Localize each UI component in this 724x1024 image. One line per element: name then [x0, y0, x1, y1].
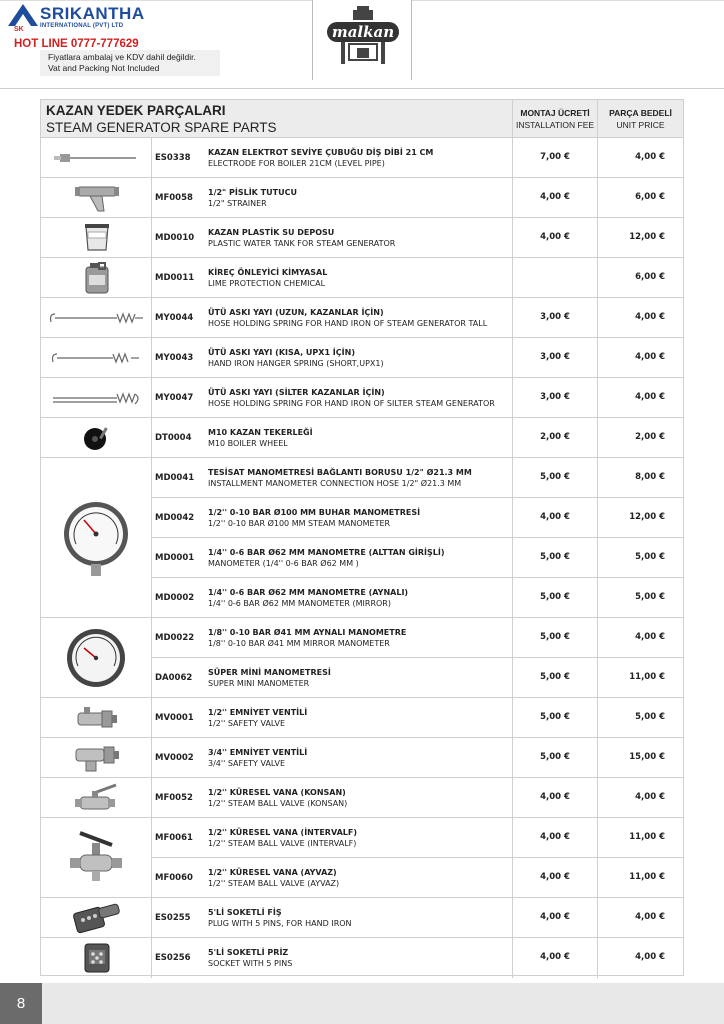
mirror-manometer-icon — [41, 619, 152, 697]
plug-5pin-icon — [41, 898, 152, 938]
steam-manometer-icon — [41, 459, 152, 617]
unit-price: 11,00 € — [597, 818, 683, 858]
installation-fee: 3,00 € — [512, 378, 597, 418]
product-description — [208, 747, 513, 769]
product-image-cell — [41, 778, 152, 818]
product-name-en: PLASTIC WATER TANK FOR STEAM GENERATOR — [208, 239, 396, 248]
product-name-en: ELECTRODE FOR BOILER 21CM (LEVEL PIPE) — [208, 159, 385, 168]
table-row — [41, 738, 683, 778]
column-header-unit-price — [597, 100, 683, 138]
installation-fee: 4,00 € — [512, 898, 597, 938]
spring-long-icon — [41, 298, 152, 338]
malkan-logo-box — [312, 0, 412, 80]
brand-subtitle: INTERNATIONAL (PVT) LTD — [40, 23, 124, 29]
svg-text:malkan: malkan — [331, 23, 395, 41]
product-description — [208, 507, 513, 529]
brand-mark-icon — [6, 2, 40, 32]
product-code: MD0041 — [155, 473, 195, 483]
product-code: MD0001 — [155, 553, 195, 563]
svg-text:SK: SK — [14, 26, 24, 32]
product-name-en: 3/4'' SAFETY VALVE — [208, 759, 286, 768]
column-header-fee-en: INSTALLATION FEE — [515, 120, 595, 130]
product-code: MV0002 — [155, 753, 194, 763]
table-header — [41, 100, 683, 138]
unit-price: 8,00 € — [597, 458, 683, 498]
product-code: ES0256 — [155, 953, 191, 963]
product-code: MF0060 — [155, 873, 193, 883]
product-name-tr: 5'Lİ SOKETLİ FİŞ — [208, 908, 282, 917]
column-header-price-en: UNIT PRICE — [616, 120, 665, 130]
product-image-cell — [41, 418, 152, 458]
product-description — [208, 227, 513, 249]
product-name-en: M10 BOILER WHEEL — [208, 439, 288, 448]
table-row — [41, 258, 683, 298]
product-name-en: 1/8'' 0-10 BAR Ø41 MM MIRROR MANOMETER — [208, 639, 390, 648]
installation-fee: 4,00 € — [512, 778, 597, 818]
product-name-tr: 5'Lİ SOKETLİ PRİZ — [208, 948, 289, 957]
table-row — [41, 218, 683, 258]
installation-fee: 3,00 € — [512, 298, 597, 338]
product-description — [208, 307, 513, 329]
header-divider — [0, 88, 724, 89]
product-name-tr: ÜTÜ ASKI YAYI (SİLTER KAZANLAR İÇİN) — [208, 388, 385, 397]
installation-fee: 4,00 € — [512, 938, 597, 978]
product-description — [208, 347, 513, 369]
product-image-cell — [41, 378, 152, 418]
table-row — [41, 898, 683, 938]
unit-price: 5,00 € — [597, 538, 683, 578]
brand-name: SRIKANTHA — [40, 4, 145, 23]
product-code: MV0001 — [155, 713, 194, 723]
product-description — [208, 907, 513, 929]
spare-parts-table — [40, 99, 684, 976]
installation-fee: 7,00 € — [512, 138, 597, 178]
product-name-en: SUPER MINI MANOMETER — [208, 679, 310, 688]
product-name-tr: 1/2'' KÜRESEL VANA (KONSAN) — [208, 788, 346, 797]
product-description — [208, 587, 513, 609]
table-row — [41, 178, 683, 218]
product-description — [208, 147, 513, 169]
wheel-icon — [41, 418, 152, 458]
product-name-tr: 1/2'' 0-10 BAR Ø100 MM BUHAR MANOMETRESİ — [208, 508, 421, 517]
product-name-en: 1/2'' SAFETY VALVE — [208, 719, 286, 728]
installation-fee — [512, 258, 597, 298]
product-image-cell — [41, 258, 152, 298]
product-name-en: HOSE HOLDING SPRING FOR HAND IRON OF SILTER STEAM GENERATOR — [208, 399, 495, 408]
unit-price: 15,00 € — [597, 738, 683, 778]
product-name-en: 1/2'' 0-10 BAR Ø100 MM STEAM MANOMETER — [208, 519, 391, 528]
product-name-en: HOSE HOLDING SPRING FOR HAND IRON OF STEAM GENERATOR TALL — [208, 319, 488, 328]
product-image-cell — [41, 898, 152, 938]
product-name-tr: KAZAN ELEKTROT SEVİYE ÇUBUĞU DİŞ DİBİ 21 CM — [208, 148, 434, 157]
product-name-tr: KİREÇ ÖNLEYİCİ KİMYASAL — [208, 268, 328, 277]
product-image-cell — [41, 698, 152, 738]
product-name-tr: TESİSAT MANOMETRESİ BAĞLANTI BORUSU 1/2" Ø21.3 MM — [208, 468, 472, 477]
installation-fee: 4,00 € — [512, 818, 597, 858]
page-header — [0, 0, 724, 95]
product-name-tr: SÜPER MİNİ MANOMETRESİ — [208, 668, 331, 677]
product-name-en: LIME PROTECTION CHEMICAL — [208, 279, 326, 288]
unit-price: 4,00 € — [597, 618, 683, 658]
product-name-tr: 1/2" PİSLİK TUTUCU — [208, 188, 297, 197]
product-code: DT0004 — [155, 433, 192, 443]
table-row — [41, 298, 683, 338]
safety-valve-large-icon — [41, 738, 152, 778]
product-image-cell — [41, 218, 152, 258]
product-name-tr: KAZAN PLASTİK SU DEPOSU — [208, 228, 335, 237]
product-name-tr: 1/8'' 0-10 BAR Ø41 MM AYNALI MANOMETRE — [208, 628, 407, 637]
product-description — [208, 627, 513, 649]
installation-fee: 4,00 € — [512, 858, 597, 898]
unit-price: 4,00 € — [597, 338, 683, 378]
installation-fee: 5,00 € — [512, 698, 597, 738]
unit-price: 12,00 € — [597, 498, 683, 538]
product-code: MD0011 — [155, 273, 195, 283]
installation-fee: 5,00 € — [512, 658, 597, 698]
installation-fee: 5,00 € — [512, 618, 597, 658]
product-description — [208, 787, 513, 809]
product-name-tr: 1/2'' KÜRESEL VANA (İNTERVALF) — [208, 828, 358, 837]
ball-valve-icon — [41, 778, 152, 818]
page-number: 8 — [0, 983, 42, 1024]
brand-logo — [6, 0, 145, 34]
hotline-text: HOT LINE 0777-777629 — [14, 38, 139, 50]
spring-silter-icon — [41, 378, 152, 418]
product-description — [208, 427, 513, 449]
product-description — [208, 667, 513, 689]
unit-price: 4,00 € — [597, 378, 683, 418]
product-description — [208, 707, 513, 729]
unit-price: 2,00 € — [597, 418, 683, 458]
product-name-tr: 1/4'' 0-6 BAR Ø62 MM MANOMETRE (ALTTAN GİRİŞLİ) — [208, 548, 445, 557]
product-name-tr: ÜTÜ ASKI YAYI (UZUN, KAZANLAR İÇİN) — [208, 308, 384, 317]
installation-fee: 4,00 € — [512, 498, 597, 538]
table-title-en: STEAM GENERATOR SPARE PARTS — [46, 120, 277, 135]
product-name-en: PLUG WITH 5 PINS, FOR HAND IRON — [208, 919, 352, 928]
unit-price: 4,00 € — [597, 138, 683, 178]
table-row — [41, 698, 683, 738]
price-note-tr: Fiyatlara ambalaj ve KDV dahil değildir. — [48, 52, 196, 62]
product-name-tr: 1/4'' 0-6 BAR Ø62 MM MANOMETRE (AYNALI) — [208, 588, 409, 597]
product-name-tr: 1/2'' KÜRESEL VANA (AYVAZ) — [208, 868, 337, 877]
column-header-installation-fee — [512, 100, 597, 138]
product-description — [208, 827, 513, 849]
product-code: MF0061 — [155, 833, 193, 843]
product-code: ES0255 — [155, 913, 191, 923]
product-description — [208, 947, 513, 969]
table-row — [41, 938, 683, 978]
electrode-rod-icon — [41, 138, 152, 178]
unit-price: 11,00 € — [597, 858, 683, 898]
table-row — [41, 338, 683, 378]
malkan-logo — [313, 0, 413, 80]
table-row — [41, 378, 683, 418]
product-code: MD0002 — [155, 593, 195, 603]
product-name-en: SOCKET WITH 5 PINS — [208, 959, 293, 968]
unit-price: 4,00 € — [597, 938, 683, 978]
product-description — [208, 467, 513, 489]
product-image-cell — [41, 138, 152, 178]
installation-fee: 3,00 € — [512, 338, 597, 378]
installation-fee: 4,00 € — [512, 218, 597, 258]
table-row — [41, 778, 683, 818]
spring-short-icon — [41, 338, 152, 378]
product-image-cell — [41, 338, 152, 378]
product-description — [208, 387, 513, 409]
product-name-tr: 1/2'' EMNİYET VENTİLİ — [208, 708, 308, 717]
product-code: MY0047 — [155, 393, 194, 403]
page-footer — [0, 983, 724, 1024]
price-note — [40, 50, 220, 76]
product-image-cell — [41, 938, 152, 978]
product-code: MD0042 — [155, 513, 195, 523]
product-image-cell — [41, 738, 152, 778]
product-code: MY0043 — [155, 353, 194, 363]
unit-price: 4,00 € — [597, 298, 683, 338]
product-image-cell — [41, 298, 152, 338]
product-code: ES0338 — [155, 153, 191, 163]
unit-price: 5,00 € — [597, 698, 683, 738]
unit-price: 4,00 € — [597, 778, 683, 818]
unit-price: 4,00 € — [597, 898, 683, 938]
installation-fee: 2,00 € — [512, 418, 597, 458]
installation-fee: 5,00 € — [512, 578, 597, 618]
unit-price: 6,00 € — [597, 178, 683, 218]
safety-valve-icon — [41, 698, 152, 738]
product-name-en: 1/4'' 0-6 BAR Ø62 MM MANOMETER (MIRROR) — [208, 599, 391, 608]
product-name-en: MANOMETER (1/4'' 0-6 BAR Ø62 MM ) — [208, 559, 359, 568]
installation-fee: 5,00 € — [512, 538, 597, 578]
product-description — [208, 187, 513, 209]
table-row — [41, 418, 683, 458]
product-description — [208, 867, 513, 889]
price-note-en: Vat and Packing Not Included — [48, 63, 160, 73]
product-description — [208, 267, 513, 289]
water-tank-icon — [41, 218, 152, 258]
unit-price: 5,00 € — [597, 578, 683, 618]
product-code: MY0044 — [155, 313, 194, 323]
table-row — [41, 138, 683, 178]
unit-price: 12,00 € — [597, 218, 683, 258]
product-name-en: 1/2'' STEAM BALL VALVE (AYVAZ) — [208, 879, 340, 888]
product-name-en: 1/2" STRAINER — [208, 199, 267, 208]
socket-5pin-icon — [41, 938, 152, 978]
product-name-tr: ÜTÜ ASKI YAYI (KISA, UPX1 İÇİN) — [208, 348, 355, 357]
product-name-en: 1/2'' STEAM BALL VALVE (INTERVALF) — [208, 839, 357, 848]
strainer-icon — [41, 178, 152, 218]
unit-price: 11,00 € — [597, 658, 683, 698]
table-title-tr: KAZAN YEDEK PARÇALARI — [46, 103, 226, 118]
product-name-en: INSTALLMENT MANOMETER CONNECTION HOSE 1/2" Ø21.3 MM — [208, 479, 462, 488]
product-image-cell — [41, 178, 152, 218]
product-name-en: HAND IRON HANGER SPRING (SHORT,UPX1) — [208, 359, 384, 368]
product-code: MF0052 — [155, 793, 193, 803]
column-header-fee-tr: MONTAJ ÜCRETİ — [520, 108, 590, 118]
product-code: MF0058 — [155, 193, 193, 203]
column-header-price-tr: PARÇA BEDELİ — [609, 108, 672, 118]
product-name-en: 1/2'' STEAM BALL VALVE (KONSAN) — [208, 799, 348, 808]
ball-valve-large-icon — [41, 819, 152, 897]
product-code: MD0022 — [155, 633, 195, 643]
installation-fee: 5,00 € — [512, 458, 597, 498]
installation-fee: 5,00 € — [512, 738, 597, 778]
product-code: MD0010 — [155, 233, 195, 243]
chemical-canister-icon — [41, 258, 152, 298]
product-name-tr: M10 KAZAN TEKERLEĞİ — [208, 428, 313, 437]
product-description — [208, 547, 513, 569]
product-code: DA0062 — [155, 673, 193, 683]
installation-fee: 4,00 € — [512, 178, 597, 218]
product-name-tr: 3/4'' EMNİYET VENTİLİ — [208, 748, 308, 757]
unit-price: 6,00 € — [597, 258, 683, 298]
